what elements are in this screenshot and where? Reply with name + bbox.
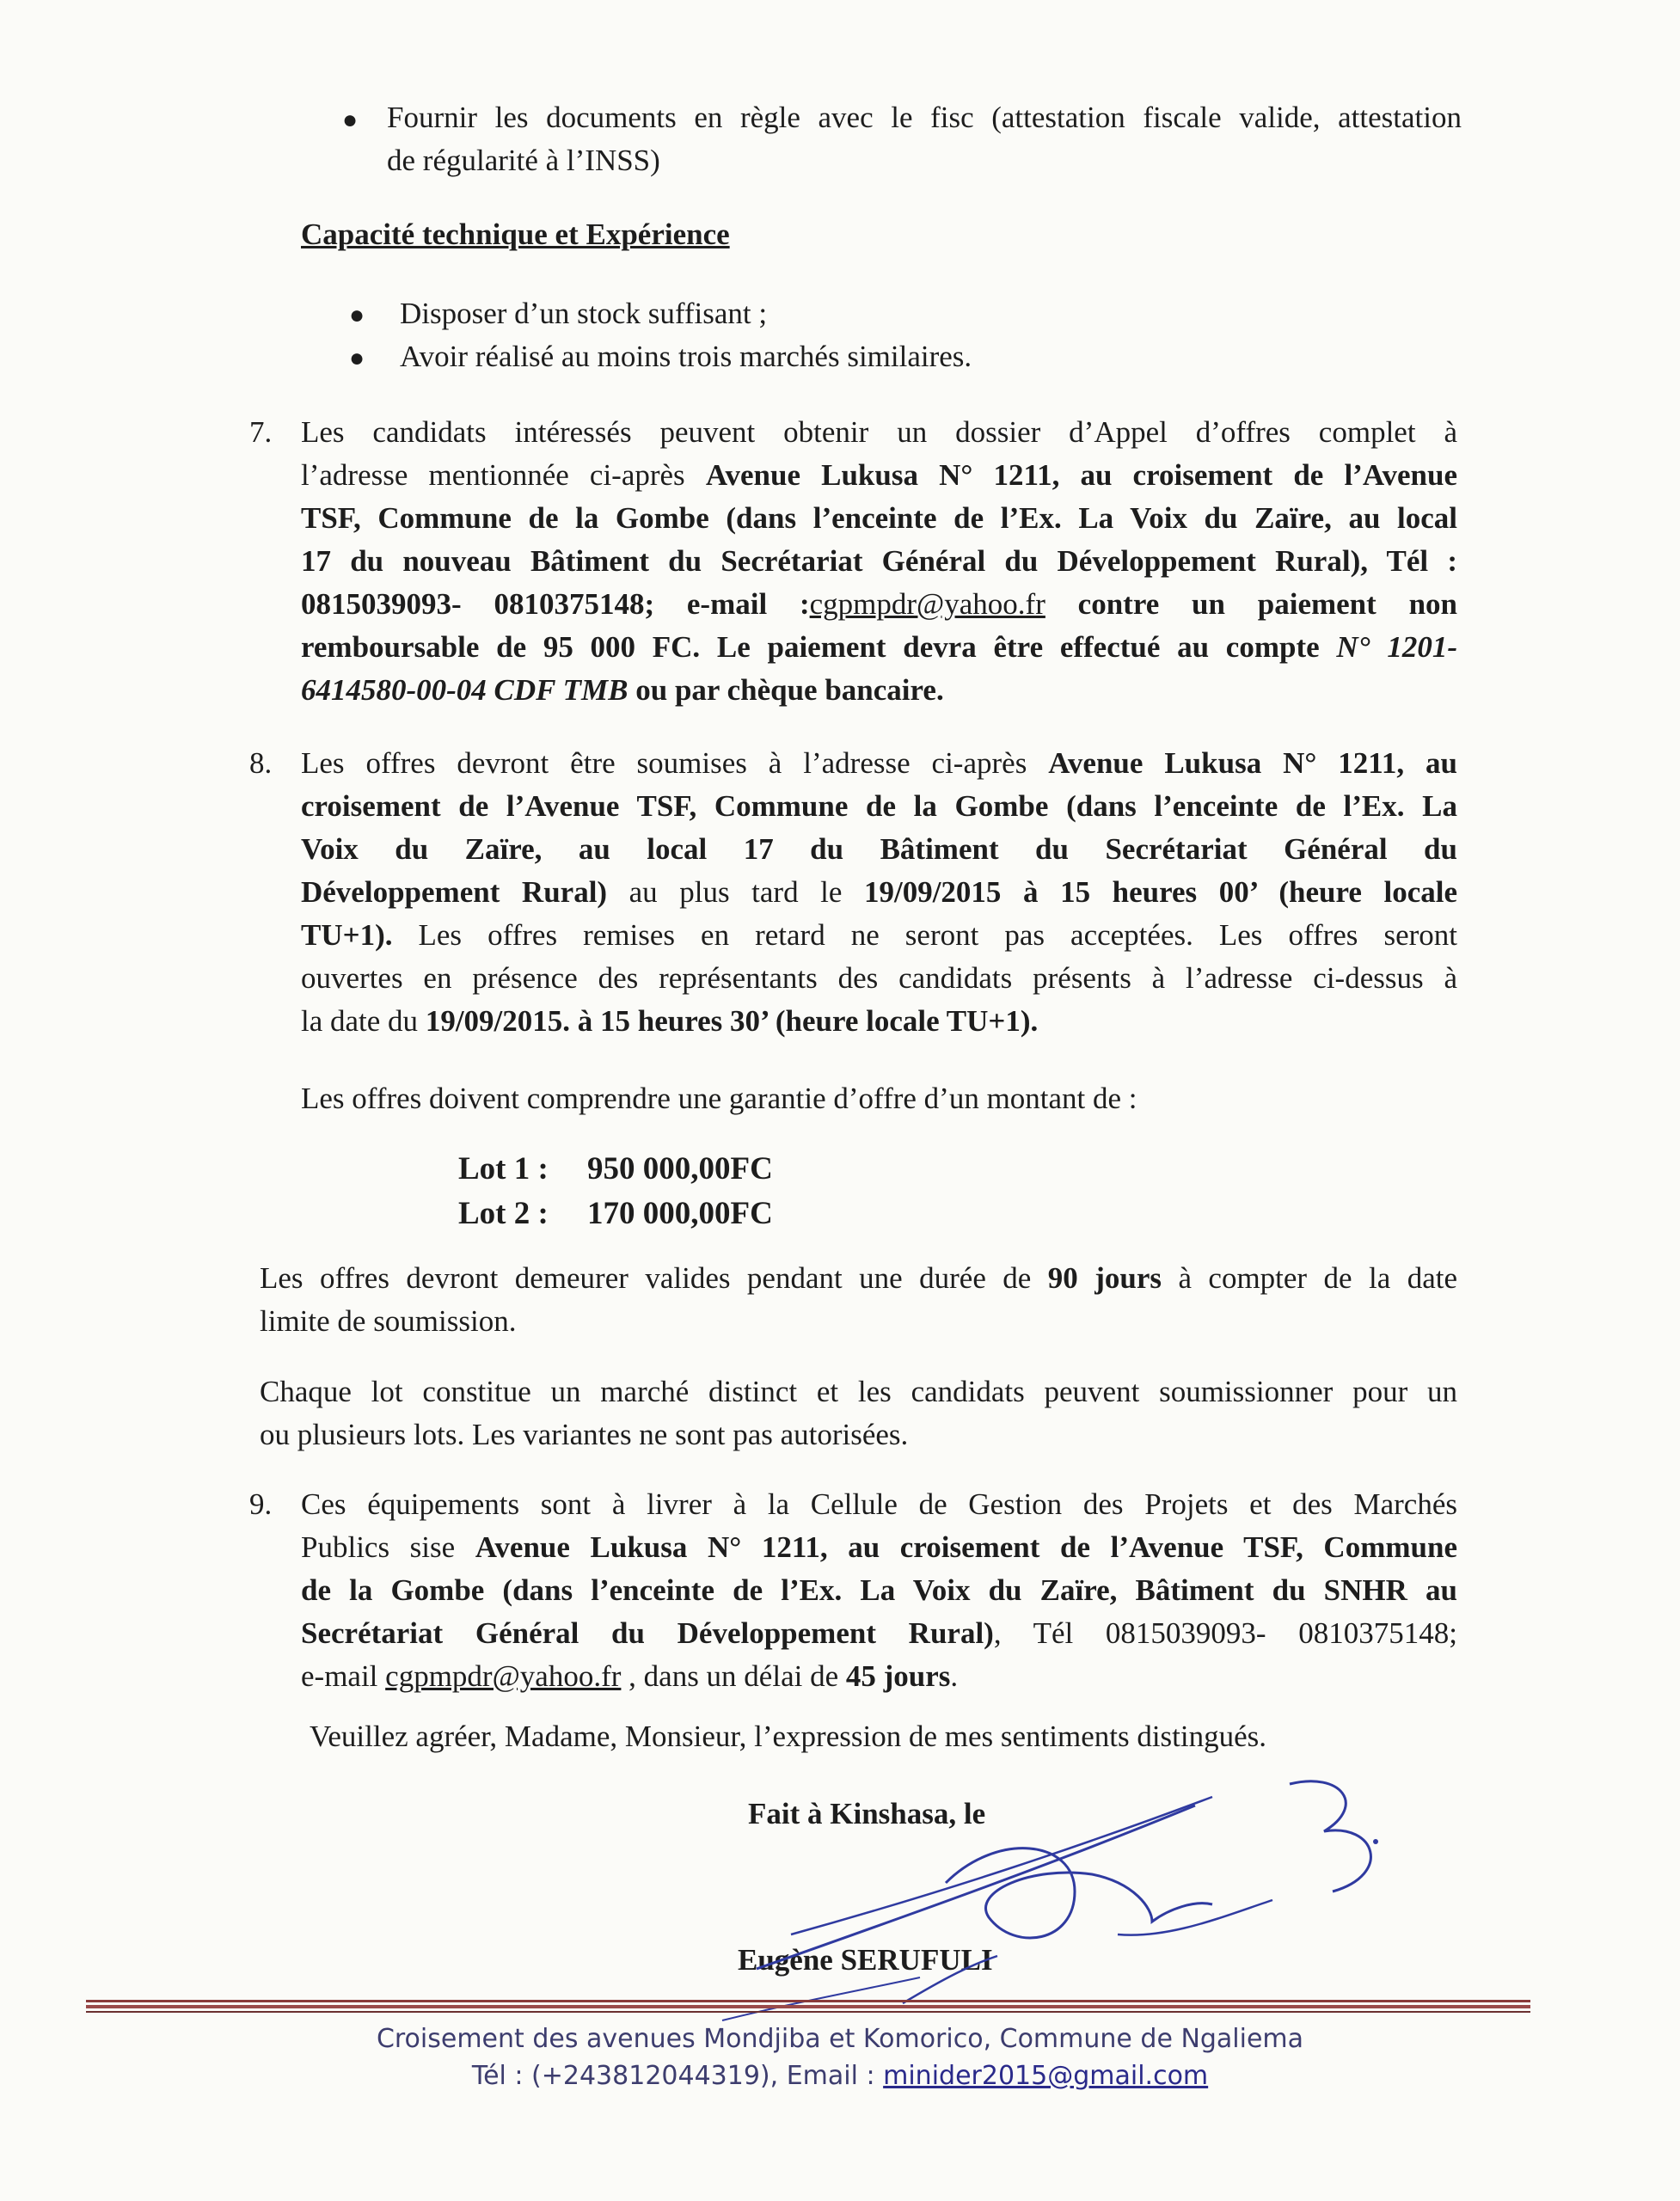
item-number-7: 7.: [249, 415, 273, 449]
guarantee-intro: Les offres doivent comprendre une garantie d’offre d’un montant de :: [301, 1082, 1137, 1115]
technical-capacity-heading: Capacité technique et Expérience: [301, 218, 730, 251]
footer-email-link[interactable]: minider2015@gmail.com: [883, 2061, 1209, 2091]
email-link[interactable]: cgpmpdr@yahoo.fr: [809, 587, 1045, 621]
item-7-paragraph: Les candidats intéressés peuvent obtenir un dossier d’Appel d’offres complet à l’adresse mentionnée ci-après Avenue Lukusa N° 1211, au croisement de l’Avenue TSF, Commune de la Gombe (dans l’enceinte de l’Ex. La Voix du Zaïre, au local 17 du nouveau Bâtiment du Secrétariat Général du Développement Rural), Tél : 0815039093- 0810375148; e-mail :cgpmpdr@yahoo.fr contre un paiement non remboursable de 95 000 FC. Le paiement devra être effectué au compte N° 1201- 6414580-00-04 CDF TMB ou par chèque bancaire.: [301, 415, 1458, 707]
footer-rule-top: [86, 2000, 1530, 2002]
lot-row: Lot 2 : 170 000,00FC: [458, 1196, 773, 1231]
item-9-paragraph: Ces équipements sont à livrer à la Cellule de Gestion des Projets et des Marchés Publics sise Avenue Lukusa N° 1211, au croisement de l’Avenue TSF, Commune de la Gombe (dans l’enceinte de l’Ex. La Voix du Zaïre, Bâtiment du SNHR au Secrétariat Général du Développement Rural), Tél 0815039093- 0810375148; e-mail cgpmpdr@yahoo.fr , dans un délai de 45 jours.: [301, 1487, 1457, 1693]
bullet-dot: ●: [349, 344, 365, 372]
item-8-paragraph: Les offres devront être soumises à l’adresse ci-après Avenue Lukusa N° 1211, au croisement de l’Avenue TSF, Commune de la Gombe (dans l’enceinte de l’Ex. La Voix du Zaïre, au local 17 du Bâtiment du Secrétariat Général du Développement Rural) au plus tard le 19/09/2015 à 15 heures 00’ (heure locale TU+1). Les offres remises en retard ne seront pas acceptées. Les offres seront ouvertes en présence des représentants des candidats présents à l’adresse ci-dessus à la date du 19/09/2015. à 15 heures 30’ (heure locale TU+1).: [301, 746, 1457, 1038]
item-number-9: 9.: [249, 1487, 273, 1521]
bullet-dot: ●: [349, 301, 365, 329]
lot-guarantee-table: [458, 1147, 773, 1236]
email-link[interactable]: cgpmpdr@yahoo.fr: [385, 1659, 622, 1693]
lot-row: Lot 1 : 950 000,00FC: [458, 1151, 773, 1186]
technical-bullet-2: Avoir réalisé au moins trois marchés similaires.: [400, 340, 972, 373]
item-number-8: 8.: [249, 746, 273, 780]
signature-place: Fait à Kinshasa, le: [748, 1797, 986, 1830]
footer-rule-bottom: [86, 2011, 1530, 2013]
financial-bullet-text: Fournir les documents en règle avec le fisc (attestation fiscale valide, attestation de régularité à l’INSS): [387, 101, 1462, 177]
footer-contact: Tél : (+243812044319), Email : minider2015@gmail.com: [471, 2061, 1209, 2091]
validity-paragraph: Les offres devront demeurer valides pendant une durée de 90 jours à compter de la date limite de soumission.: [260, 1261, 1457, 1338]
footer-rule-mid: [86, 2005, 1530, 2008]
technical-bullet-1: Disposer d’un stock suffisant ;: [400, 297, 768, 330]
bullet-dot: ●: [342, 106, 359, 134]
closing-salutation: Veuillez agréer, Madame, Monsieur, l’expression de mes sentiments distingués.: [310, 1720, 1267, 1753]
signatory-name: Eugène SERUFULI: [738, 1943, 993, 1977]
lots-paragraph: Chaque lot constitue un marché distinct et les candidats peuvent soumissionner pour un ou plusieurs lots. Les variantes ne sont pas autorisées.: [260, 1375, 1457, 1451]
footer-address: Croisement des avenues Mondjiba et Komorico, Commune de Ngaliema: [376, 2024, 1304, 2054]
handwritten-signature: [688, 1771, 1427, 2029]
